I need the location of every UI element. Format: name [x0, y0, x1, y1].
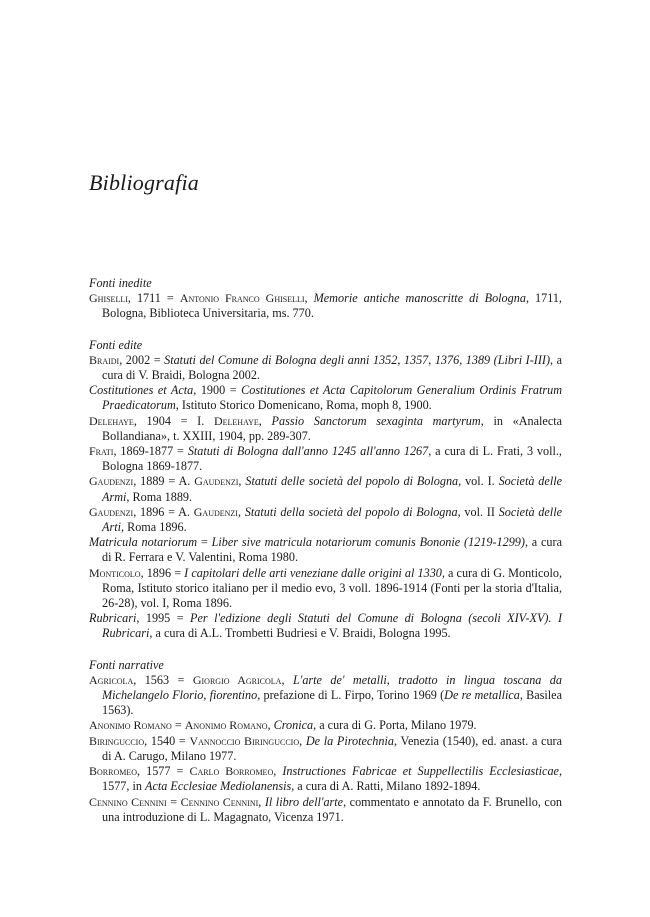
author-name: Biringuccio — [89, 733, 145, 748]
citation-text: , a cura di G. Monticolo, Roma, Istituto storico italiano per il medio evo, 3 voll. 1896-1914 (Fonti per la storia d'Italia, 26-28), vol. I, Roma 1896. — [102, 565, 562, 611]
citation-text: , 1995 = — [136, 611, 191, 626]
citation-text: , vol. I. — [458, 474, 499, 489]
author-name: Delehaye — [213, 413, 259, 428]
citation-text: , — [281, 672, 293, 687]
work-title: Statuti della società del popolo di Bologna — [244, 504, 458, 519]
author-name: Frati — [89, 444, 114, 459]
work-title: Liber sive matricula notariorum comunis Bononie (1219-1299) — [211, 535, 525, 550]
section-heading: Fonti inedite — [89, 276, 152, 290]
work-title: Statuti di Bologna dall'anno 1245 all'anno 1267 — [187, 444, 429, 459]
author-name: Giorgio Agricola — [192, 672, 282, 687]
bibliography-entry — [89, 474, 562, 504]
citation-text: , 1900 = — [193, 383, 242, 398]
citation-text: , vol. II — [457, 504, 499, 519]
citation-text: , 1889 = A. — [133, 474, 195, 489]
citation-text: , 1711, Bologna, Biblioteca Universitaria, ms. 770. — [102, 291, 562, 321]
citation-text: = — [166, 794, 181, 809]
citation-text: , — [273, 764, 283, 779]
citation-text: , Basilea 1563). — [102, 688, 562, 718]
author-name: Anonimo Romano — [184, 718, 268, 733]
author-name: Borromeo — [89, 764, 138, 779]
author-name: Cennino Cennini — [89, 794, 167, 809]
citation-text: , 1577, in — [102, 764, 563, 794]
citation-text: , — [299, 733, 306, 748]
bibliography-entry — [89, 383, 562, 413]
work-title: Passio Sanctorum sexaginta martyrum — [271, 413, 481, 428]
citation-text: , 1711 = — [127, 291, 180, 306]
author-name: Anonimo Romano — [89, 718, 172, 733]
bibliography-entry — [89, 535, 562, 565]
bibliography-body — [89, 276, 562, 841]
author-name: Monticolo — [89, 565, 141, 580]
citation-text: , Roma 1889. — [126, 489, 193, 504]
citation-text: , 1896 = — [140, 565, 185, 580]
section-heading: Fonti narrative — [89, 657, 164, 672]
author-name: Gaudenzi — [194, 474, 239, 489]
page-title: Bibliografia — [89, 170, 199, 195]
citation-text: , a cura di A. Ratti, Milano 1892-1894. — [291, 779, 481, 794]
work-title: L'arte de' metalli, tradotto in lingua toscana da Michelangelo Florio, fiorentino — [102, 672, 562, 703]
author-name: Delehaye — [89, 413, 134, 428]
citation-text: , prefazione di L. Firpo, Torino 1969 ( — [257, 688, 445, 703]
citation-text: , Istituto Storico Domenicano, Roma, moph 8, 1900. — [175, 398, 432, 413]
work-title: Costitutiones et Acta — [89, 383, 194, 398]
citation-text: , a cura di L. Frati, 3 voll., Bologna 1869-1877. — [102, 444, 562, 474]
section-fonti-inedite — [89, 276, 562, 322]
citation-text: , — [258, 413, 272, 428]
work-title: I capitolari delle arti veneziane dalle origini al 1330 — [184, 565, 442, 580]
bibliography-entry — [89, 673, 562, 719]
work-title: Acta Ecclesiae Mediolanensis — [145, 779, 292, 794]
work-title: Costitutiones et Acta Capitolorum Generalium Ordinis Fratrum Praedicatorum — [102, 383, 563, 413]
work-title: Il libro dell'arte — [264, 794, 344, 809]
bibliography-entry — [89, 444, 562, 474]
author-name: Gaudenzi — [89, 474, 134, 489]
author-name: Gaudenzi — [89, 504, 134, 519]
citation-text: = — [197, 535, 212, 550]
author-name: Cennino Cennini — [180, 794, 259, 809]
work-title: Cronica — [273, 718, 314, 733]
bibliography-entry — [89, 414, 562, 444]
author-name: Carlo Borromeo — [189, 764, 274, 779]
citation-text: , a cura di V. Braidi, Bologna 2002. — [102, 352, 562, 383]
author-name: Antonio Franco Ghiselli — [179, 291, 305, 306]
entry-list — [89, 353, 562, 642]
work-title: Per l'edizione degli Statuti del Comune di Bologna (secoli XIV-XV). I Rubricari — [102, 611, 563, 641]
citation-text: , 1563 = — [133, 672, 193, 687]
citation-text: , Venezia (1540), ed. anast. a cura di A. Carugo, Milano 1977. — [102, 733, 563, 763]
section-fonti-edite — [89, 338, 562, 642]
author-name: Braidi — [89, 352, 120, 367]
bibliography-entry — [89, 764, 562, 794]
author-name: Ghiselli — [89, 291, 128, 306]
work-title: Società delle Armi — [102, 474, 562, 504]
bibliography-entry — [89, 734, 562, 764]
citation-text: , commentato e annotato da F. Brunello, con una introduzione di L. Magagnato, Vicenza 1971. — [102, 794, 563, 824]
work-title: De la Pirotechnia — [305, 733, 394, 748]
citation-text: , — [237, 504, 245, 519]
work-title: Statuti del Comune di Bologna degli anni 1352, 1357, 1376, 1389 (Libri I-III) — [164, 352, 551, 367]
entry-list — [89, 673, 562, 825]
citation-text: , 1577 = — [137, 764, 190, 779]
bibliography-entry — [89, 611, 562, 641]
bibliography-entry — [89, 353, 562, 383]
bibliography-entry — [89, 566, 562, 612]
citation-text: , a cura di G. Porta, Milano 1979. — [313, 718, 477, 733]
author-name: Vannoccio Biringuccio — [189, 733, 300, 748]
work-title: Rubricari — [89, 611, 137, 626]
citation-text: , a cura di A.L. Trombetti Budriesi e V. Braidi, Bologna 1995. — [149, 626, 451, 641]
section-fonti-narrative — [89, 658, 562, 825]
citation-text: , — [267, 718, 274, 733]
work-title: Società delle Arti — [102, 504, 562, 535]
citation-text: , 1540 = — [144, 733, 190, 748]
citation-text: , 1869-1877 = — [113, 444, 188, 459]
bibliography-entry — [89, 718, 562, 733]
bibliography-entry — [89, 795, 562, 825]
author-name: Gaudenzi — [193, 504, 238, 519]
citation-text: , Roma 1896. — [120, 520, 187, 535]
bibliography-entry — [89, 291, 562, 321]
work-title: Instructiones Fabricae et Suppellectilis Ecclesiasticae — [282, 764, 559, 779]
citation-text: , 2002 = — [119, 352, 165, 367]
entry-list — [89, 291, 562, 321]
citation-text: , 1896 = A. — [133, 504, 194, 519]
citation-text: , — [304, 291, 314, 306]
citation-text: , — [258, 794, 265, 809]
work-title: Matricula notariorum — [89, 535, 198, 550]
bibliography-entry — [89, 505, 562, 535]
citation-text: , in «Analecta Bollandiana», t. XXIII, 1904, pp. 289-307. — [102, 413, 563, 443]
author-name: Agricola — [89, 672, 134, 687]
work-title: De re metallica — [444, 688, 520, 703]
work-title: Memorie antiche manoscritte di Bologna — [313, 291, 526, 306]
citation-text: = — [171, 718, 185, 733]
work-title: Statuti delle società del popolo di Bologna — [245, 474, 459, 489]
citation-text: , 1904 = I. — [133, 413, 214, 428]
citation-text: , — [238, 474, 246, 489]
section-heading: Fonti edite — [89, 337, 143, 352]
citation-text: , a cura di R. Ferrara e V. Valentini, Roma 1980. — [102, 535, 562, 565]
